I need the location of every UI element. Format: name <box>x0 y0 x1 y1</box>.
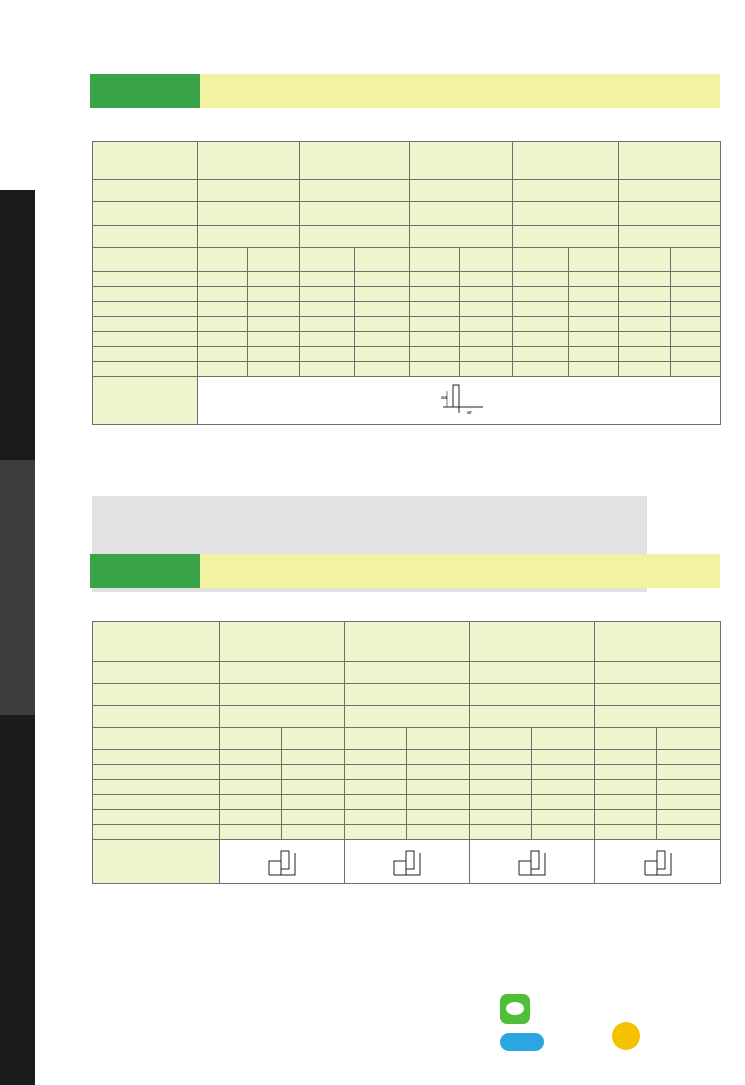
feed-cell <box>569 317 619 332</box>
table17-title-bar <box>90 74 720 108</box>
rpm-cell <box>619 317 671 332</box>
rpm-header <box>619 248 671 272</box>
label-milling <box>93 840 220 884</box>
code-row <box>93 180 721 202</box>
diameter-cell <box>93 347 198 362</box>
feed-cell <box>532 750 595 765</box>
feed-cell <box>569 347 619 362</box>
diameter-cell <box>93 765 220 780</box>
feed-cell <box>569 332 619 347</box>
feed-cell <box>671 332 721 347</box>
table18-title-bar <box>90 554 720 588</box>
feed-cell <box>569 272 619 287</box>
rpm-cell <box>198 332 248 347</box>
speed-row <box>93 226 721 248</box>
diameter-cell <box>93 272 198 287</box>
feed-cell <box>460 347 513 362</box>
feed-cell <box>460 272 513 287</box>
rpm-cell <box>619 287 671 302</box>
diameter-cell <box>93 362 198 377</box>
diameter-cell <box>93 810 220 825</box>
milling-amount-cell <box>595 840 721 884</box>
feed-cell <box>407 810 470 825</box>
table-row <box>93 780 721 795</box>
feed-cell <box>460 302 513 317</box>
milling-amount-cell <box>345 840 470 884</box>
hardness-cell <box>220 684 345 706</box>
rpm-cell <box>220 765 282 780</box>
feed-header <box>569 248 619 272</box>
rpm-cell <box>300 272 355 287</box>
rpm-cell <box>619 272 671 287</box>
rpm-cell <box>470 825 532 840</box>
feed-cell <box>460 332 513 347</box>
rpm-cell <box>198 287 248 302</box>
label-speed <box>93 706 220 728</box>
feed-cell <box>671 302 721 317</box>
rpm-cell <box>470 750 532 765</box>
table-row <box>93 347 721 362</box>
table18-badge <box>90 554 200 588</box>
rpm-cell <box>220 795 282 810</box>
speed-cell <box>595 706 721 728</box>
material-hardened-steel-3 <box>619 142 721 180</box>
material-row <box>93 142 721 180</box>
feed-cell <box>460 317 513 332</box>
speed-cell <box>513 226 619 248</box>
rpm-cell <box>345 780 407 795</box>
label-speed <box>93 226 198 248</box>
hardness-row <box>93 684 721 706</box>
milling-amount-row <box>93 377 721 425</box>
feed-header <box>248 248 300 272</box>
rpm-cell <box>300 317 355 332</box>
rpm-cell <box>345 795 407 810</box>
material-cast-iron <box>198 142 300 180</box>
rpm-header <box>345 728 407 750</box>
rpm-cell <box>198 347 248 362</box>
rpm-cell <box>300 347 355 362</box>
rpm-cell <box>595 765 657 780</box>
code-cell <box>595 662 721 684</box>
feed-cell <box>248 332 300 347</box>
speed-cell <box>345 706 470 728</box>
hardness-cell <box>345 684 470 706</box>
speed-cell <box>300 226 410 248</box>
feed-cell <box>355 332 410 347</box>
code-cell <box>410 180 513 202</box>
feed-cell <box>532 825 595 840</box>
feed-cell <box>355 272 410 287</box>
material-row <box>93 622 721 662</box>
rpm-cell <box>198 362 248 377</box>
rpm-cell <box>300 302 355 317</box>
rpm-cell <box>619 347 671 362</box>
feed-header <box>282 728 345 750</box>
feed-header <box>355 248 410 272</box>
svg-text:ar: ar <box>467 410 473 416</box>
skype-icon <box>500 1033 544 1051</box>
label-material <box>93 142 198 180</box>
rpm-cell <box>595 750 657 765</box>
svg-text:aa: aa <box>441 395 448 401</box>
feed-cell <box>248 347 300 362</box>
feed-cell <box>671 272 721 287</box>
label-hardness <box>93 202 198 226</box>
rpm-cell <box>410 347 460 362</box>
feed-cell <box>248 362 300 377</box>
hardness-cell <box>410 202 513 226</box>
table17-condition-table <box>92 141 721 425</box>
label-diameter <box>93 728 220 750</box>
label-code <box>93 180 198 202</box>
speed-cell <box>220 706 345 728</box>
feed-cell <box>671 287 721 302</box>
hardness-cell <box>595 684 721 706</box>
feed-cell <box>671 362 721 377</box>
table18-condition-table <box>92 621 721 884</box>
feed-cell <box>407 765 470 780</box>
table-row <box>93 302 721 317</box>
rpm-cell <box>220 750 282 765</box>
rpm-cell <box>595 825 657 840</box>
rpm-cell <box>513 287 569 302</box>
rpm-cell <box>513 302 569 317</box>
diameter-header-row <box>93 728 721 750</box>
rpm-cell <box>619 362 671 377</box>
feed-cell <box>657 750 721 765</box>
speed-cell <box>619 226 721 248</box>
feed-cell <box>282 825 345 840</box>
feed-cell <box>355 302 410 317</box>
rpm-cell <box>513 272 569 287</box>
rpm-header <box>410 248 460 272</box>
feed-cell <box>282 750 345 765</box>
side-milling-diagram-icon <box>641 845 681 879</box>
feed-cell <box>657 780 721 795</box>
feed-cell <box>532 795 595 810</box>
feed-header <box>657 728 721 750</box>
rpm-cell <box>470 780 532 795</box>
code-cell <box>300 180 410 202</box>
rpm-header <box>595 728 657 750</box>
table18-data-rows <box>93 750 721 840</box>
rpm-cell <box>513 362 569 377</box>
rpm-cell <box>513 332 569 347</box>
hardness-cell <box>470 684 595 706</box>
table-row <box>93 810 721 825</box>
rpm-cell <box>595 795 657 810</box>
rpm-cell <box>198 317 248 332</box>
material-hardened-steel-3 <box>595 622 721 662</box>
diameter-cell <box>93 780 220 795</box>
table-row <box>93 765 721 780</box>
table17-data-rows <box>93 272 721 377</box>
table-row <box>93 825 721 840</box>
label-material <box>93 622 220 662</box>
feed-cell <box>248 317 300 332</box>
code-cell <box>470 662 595 684</box>
feed-cell <box>569 362 619 377</box>
rpm-cell <box>300 287 355 302</box>
rpm-cell <box>595 780 657 795</box>
material-hardened-steel-2 <box>470 622 595 662</box>
end-mill-diagram-icon <box>433 383 493 419</box>
feed-cell <box>282 780 345 795</box>
rpm-cell <box>619 302 671 317</box>
feed-cell <box>282 795 345 810</box>
feed-cell <box>569 287 619 302</box>
feed-header <box>460 248 513 272</box>
rpm-cell <box>619 332 671 347</box>
milling-amount-cell <box>220 840 345 884</box>
rpm-cell <box>410 317 460 332</box>
label-diameter <box>93 248 198 272</box>
rpm-header <box>300 248 355 272</box>
speed-cell <box>410 226 513 248</box>
rpm-header <box>470 728 532 750</box>
table-row <box>93 272 721 287</box>
feed-header <box>532 728 595 750</box>
feed-header <box>671 248 721 272</box>
hardness-cell <box>619 202 721 226</box>
feed-cell <box>657 825 721 840</box>
diameter-cell <box>93 750 220 765</box>
diameter-cell <box>93 795 220 810</box>
feed-cell <box>532 780 595 795</box>
hardness-cell <box>513 202 619 226</box>
diameter-header-row <box>93 248 721 272</box>
feed-cell <box>407 780 470 795</box>
feed-cell <box>355 362 410 377</box>
rpm-cell <box>220 810 282 825</box>
rpm-cell <box>300 332 355 347</box>
code-cell <box>220 662 345 684</box>
code-cell <box>198 180 300 202</box>
feed-cell <box>248 287 300 302</box>
feed-cell <box>532 810 595 825</box>
feed-cell <box>657 795 721 810</box>
rpm-cell <box>410 362 460 377</box>
diameter-cell <box>93 302 198 317</box>
qq-icon <box>612 1022 640 1050</box>
material-hardened-steel-2 <box>513 142 619 180</box>
code-cell <box>619 180 721 202</box>
feed-cell <box>657 765 721 780</box>
rpm-cell <box>513 347 569 362</box>
milling-amount-row <box>93 840 721 884</box>
table-row <box>93 332 721 347</box>
wechat-icon <box>500 994 530 1024</box>
feed-cell <box>671 317 721 332</box>
rpm-cell <box>410 302 460 317</box>
side-milling-diagram-icon <box>390 845 430 879</box>
feed-cell <box>355 347 410 362</box>
rpm-header <box>198 248 248 272</box>
rpm-cell <box>345 810 407 825</box>
material-hardened-steel-1 <box>345 622 470 662</box>
hardness-cell <box>198 202 300 226</box>
rpm-cell <box>345 765 407 780</box>
diameter-cell <box>93 825 220 840</box>
material-hardened-steel-1 <box>410 142 513 180</box>
rpm-cell <box>470 795 532 810</box>
feed-cell <box>460 287 513 302</box>
code-cell <box>513 180 619 202</box>
rpm-cell <box>595 810 657 825</box>
rpm-cell <box>198 272 248 287</box>
label-code <box>93 662 220 684</box>
feed-cell <box>282 765 345 780</box>
feed-cell <box>407 795 470 810</box>
side-milling-diagram-icon <box>515 845 555 879</box>
rpm-cell <box>220 780 282 795</box>
side-tab <box>0 460 35 715</box>
feed-cell <box>671 347 721 362</box>
feed-cell <box>355 317 410 332</box>
table-row <box>93 750 721 765</box>
diameter-cell <box>93 332 198 347</box>
feed-cell <box>407 825 470 840</box>
table-row <box>93 287 721 302</box>
code-row <box>93 662 721 684</box>
hardness-cell <box>300 202 410 226</box>
speed-row <box>93 706 721 728</box>
feed-cell <box>248 302 300 317</box>
label-milling <box>93 377 198 425</box>
rpm-cell <box>513 317 569 332</box>
speed-cell <box>198 226 300 248</box>
feed-cell <box>657 810 721 825</box>
material-alloy-steel <box>220 622 345 662</box>
side-milling-diagram-icon <box>265 845 305 879</box>
feed-header <box>407 728 470 750</box>
diameter-cell <box>93 287 198 302</box>
code-cell <box>345 662 470 684</box>
feed-cell <box>407 750 470 765</box>
rpm-cell <box>300 362 355 377</box>
rpm-cell <box>410 272 460 287</box>
rpm-header <box>220 728 282 750</box>
hardness-row <box>93 202 721 226</box>
table-row <box>93 795 721 810</box>
rpm-header <box>513 248 569 272</box>
feed-cell <box>282 810 345 825</box>
rpm-cell <box>410 287 460 302</box>
rpm-cell <box>198 302 248 317</box>
milling-amount-cell <box>470 840 595 884</box>
feed-cell <box>248 272 300 287</box>
rpm-cell <box>220 825 282 840</box>
table17-badge <box>90 74 200 108</box>
rpm-cell <box>470 810 532 825</box>
milling-amount-cell <box>198 377 721 425</box>
diameter-cell <box>93 317 198 332</box>
table-row <box>93 317 721 332</box>
material-alloy-steel <box>300 142 410 180</box>
feed-cell <box>569 302 619 317</box>
table-row <box>93 362 721 377</box>
rpm-cell <box>345 750 407 765</box>
feed-cell <box>355 287 410 302</box>
label-hardness <box>93 684 220 706</box>
rpm-cell <box>345 825 407 840</box>
feed-cell <box>460 362 513 377</box>
feed-cell <box>532 765 595 780</box>
rpm-cell <box>470 765 532 780</box>
speed-cell <box>470 706 595 728</box>
rpm-cell <box>410 332 460 347</box>
